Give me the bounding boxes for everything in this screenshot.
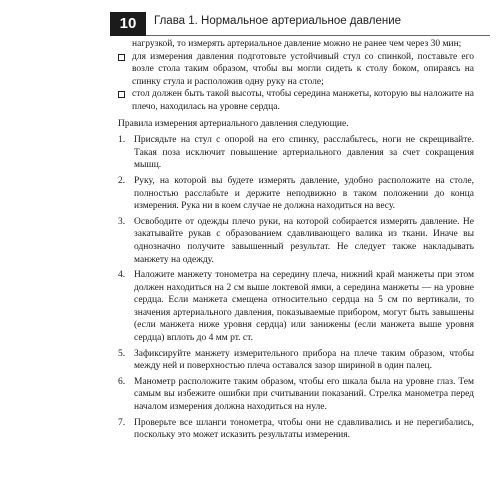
step-text: Наложите манжету тонометра на середину плеча, нижний край манжеты при этом должен находиться на 2 см выше локтевой ямки, а середина манжеты — на уровне сердца. Если манжета смещена относительно сердца на 5 см по вертикали, то значения артериального давления, показываемые прибором, могут быть завышены (если манжета ниже уровня сердца) или занижены (если манжета выше уровня сердца) вплоть до 4 мм рт. ст. bbox=[134, 270, 474, 344]
bullet-text: для измерения давления подготовьте устойчивый стул со спинкой, поставьте его возле стола таким образом, чтобы вы могли сидеть к столу боком, опираясь на спинку стула и расположив одну руку на столе; bbox=[132, 51, 474, 87]
bullet-item bbox=[118, 51, 474, 89]
rules-intro: Правила измерения артериального давления следующие. bbox=[118, 118, 349, 129]
step-text: Руку, на которой вы будете измерять давление, удобно расположите на столе, полностью расслабьте и держите неподвижно в таком положении до конца измерения. Рука ни в коем случае не должна находиться на весу. bbox=[134, 175, 474, 212]
step-number: 2. bbox=[118, 175, 126, 186]
page-header bbox=[110, 12, 490, 36]
chapter-title: Глава 1. Нормальное артериальное давление bbox=[154, 15, 402, 27]
continuation-text: нагрузкой, то измерять артериальное давление можно не ранее чем через 30 мин; bbox=[132, 39, 462, 49]
header-rule bbox=[146, 35, 490, 36]
bullet-text: стол должен быть такой высоты, чтобы середина манжеты, которую вы наложите на плечо, находилась на уровне сердца. bbox=[132, 89, 474, 112]
step-number: 5. bbox=[118, 348, 126, 359]
square-bullet-icon bbox=[118, 54, 125, 61]
numbered-step bbox=[118, 417, 474, 442]
step-text: Присядьте на стул с опорой на его спинку, расслабьтесь, ноги не скрещивайте. Такая поза исключит повышение артериального давления за счет сокращения мышц. bbox=[134, 135, 474, 171]
numbered-step bbox=[118, 269, 474, 345]
numbered-step bbox=[118, 134, 474, 172]
bullet-item bbox=[118, 88, 474, 113]
step-number: 7. bbox=[118, 417, 126, 428]
step-text: Проверьте все шланги тонометра, чтобы они не сдавливались и не перегибались, поскольку это может исказить результаты измерения. bbox=[134, 417, 474, 441]
page-body bbox=[118, 38, 474, 445]
page-number: 10 bbox=[110, 12, 146, 36]
square-bullet-icon bbox=[118, 91, 125, 98]
step-number: 4. bbox=[118, 270, 126, 281]
step-number: 6. bbox=[118, 376, 126, 387]
numbered-step bbox=[118, 216, 474, 266]
numbered-step bbox=[118, 175, 474, 213]
step-number: 3. bbox=[118, 216, 126, 227]
step-text: Зафиксируйте манжету измерительного прибора на плече таким образом, чтобы между ней и поверхностью плеча оставался зазор шириной в один палец. bbox=[134, 348, 474, 372]
step-text: Манометр расположите таким образом, чтобы его шкала была на уровне глаз. Тем самым вы избежите ошибки при считывании показаний. Стрелка манометра перед началом измерения должна находиться на нуле. bbox=[134, 376, 474, 413]
step-number: 1. bbox=[118, 135, 126, 146]
numbered-step bbox=[118, 348, 474, 373]
numbered-step bbox=[118, 376, 474, 414]
step-text: Освободите от одежды плечо руки, на которой собирается измерять давление. Не закатывайте рукав с образованием сдавливающего валика из ткани. Иначе вы однозначно получите завышенный результат. Не следует также накладывать манжету на одежду. bbox=[134, 216, 474, 265]
